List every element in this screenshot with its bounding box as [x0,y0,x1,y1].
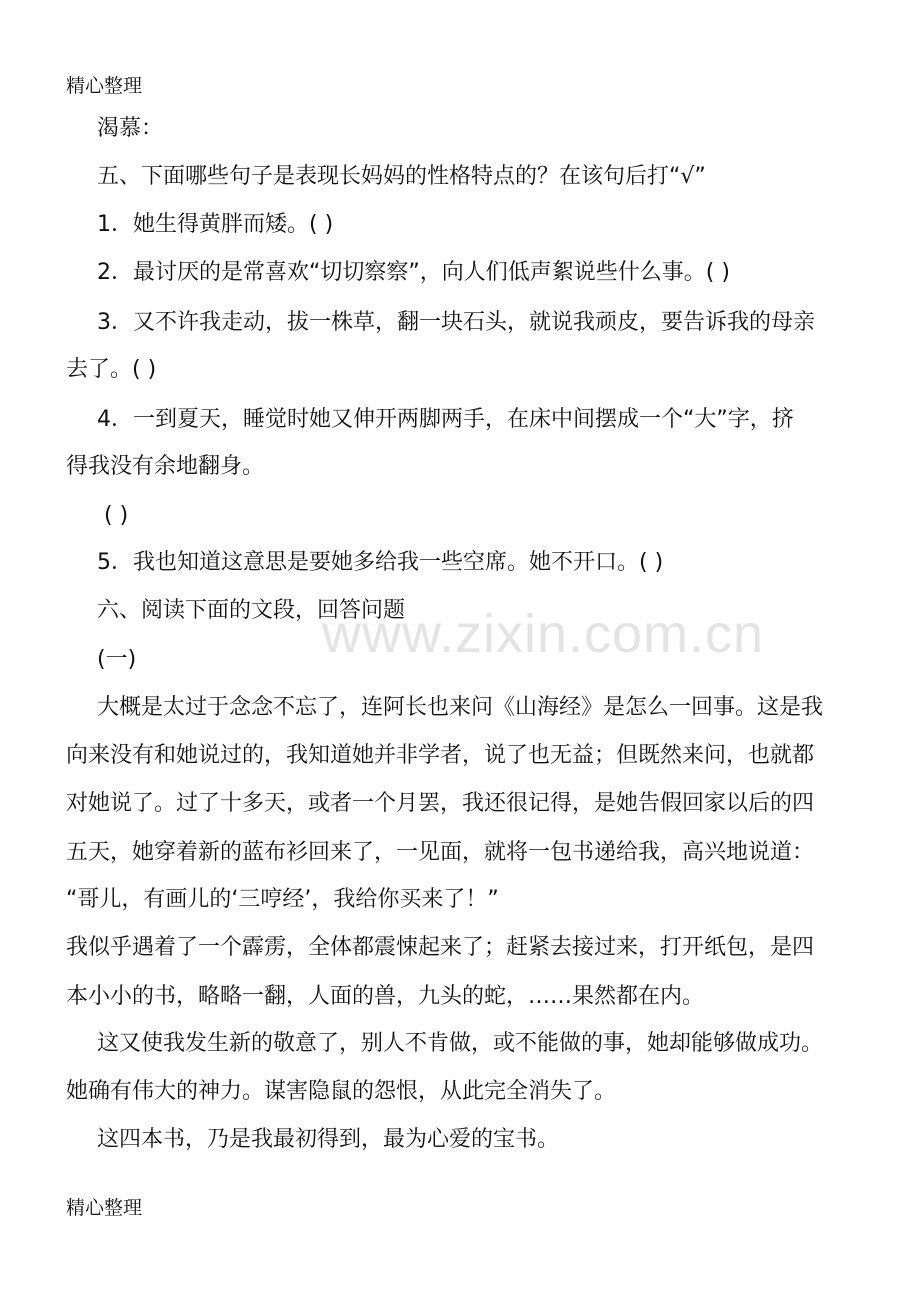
passage-line: 这四本书，乃是我最初得到，最为心爱的宝书。 [97,1127,560,1152]
passage-line: 她确有伟大的神力。谋害隐鼠的怨恨，从此完全消失了。 [66,1079,617,1104]
question-item-4-continued: 得我没有余地翻身。 [66,454,265,479]
question-item-4-answer-blank: ( ) [104,503,129,528]
passage-line: 对她说了。过了十多天，或者一个月罢，我还很记得，是她告假回家以后的四 [66,791,815,816]
question-item-3-continued: 去了。( ) [66,357,157,382]
passage-part-label: (一) [97,647,137,672]
watermark: www.zixin.com.cn [322,604,765,664]
passage-line: 我似乎遇着了一个霹雳，全体都震悚起来了；赶紧去接过来，打开纸包，是四 [66,935,815,960]
passage-line: 本小小的书，略略一翻，人面的兽，九头的蛇，……果然都在内。 [66,984,705,1009]
passage-line: 大概是太过于念念不忘了，连阿长也来问《山海经》是怎么一回事。这是我 [97,695,824,720]
passage-line: “哥儿，有画儿的‘三哼经’，我给你买来了！” [66,887,499,912]
answer-label-line: 渴慕： [97,116,164,141]
question-item-2: 2．最讨厌的是常喜欢“切切察察”，向人们低声絮说些什么事。( ) [97,260,730,285]
question-item-5: 5．我也知道这意思是要她多给我一些空席。她不开口。( ) [97,550,664,575]
passage-line: 五天，她穿着新的蓝布衫回来了，一见面，就将一包书递给我，高兴地说道： [66,840,815,865]
question-item-3: 3．又不许我走动，拔一株草，翻一块石头，就说我顽皮，要告诉我的母亲 [97,310,815,335]
passage-line: 向来没有和她说过的，我知道她并非学者，说了也无益；但既然来问，也就都 [66,743,815,768]
page-header: 精心整理 [66,75,143,97]
passage-line: 这又使我发生新的敬意了，别人不肯做，或不能做的事，她却能够做成功。 [97,1031,824,1056]
section-six-heading: 六、阅读下面的文段，回答问题 [97,598,406,623]
page-footer: 精心整理 [66,1197,143,1219]
question-item-4: 4．一到夏天，睡觉时她又伸开两脚两手，在床中间摆成一个“大”字，挤 [97,407,794,432]
section-five-heading: 五、下面哪些句子是表现长妈妈的性格特点的？在该句后打“√” [97,164,706,189]
question-item-1: 1．她生得黄胖而矮。( ) [97,212,334,237]
